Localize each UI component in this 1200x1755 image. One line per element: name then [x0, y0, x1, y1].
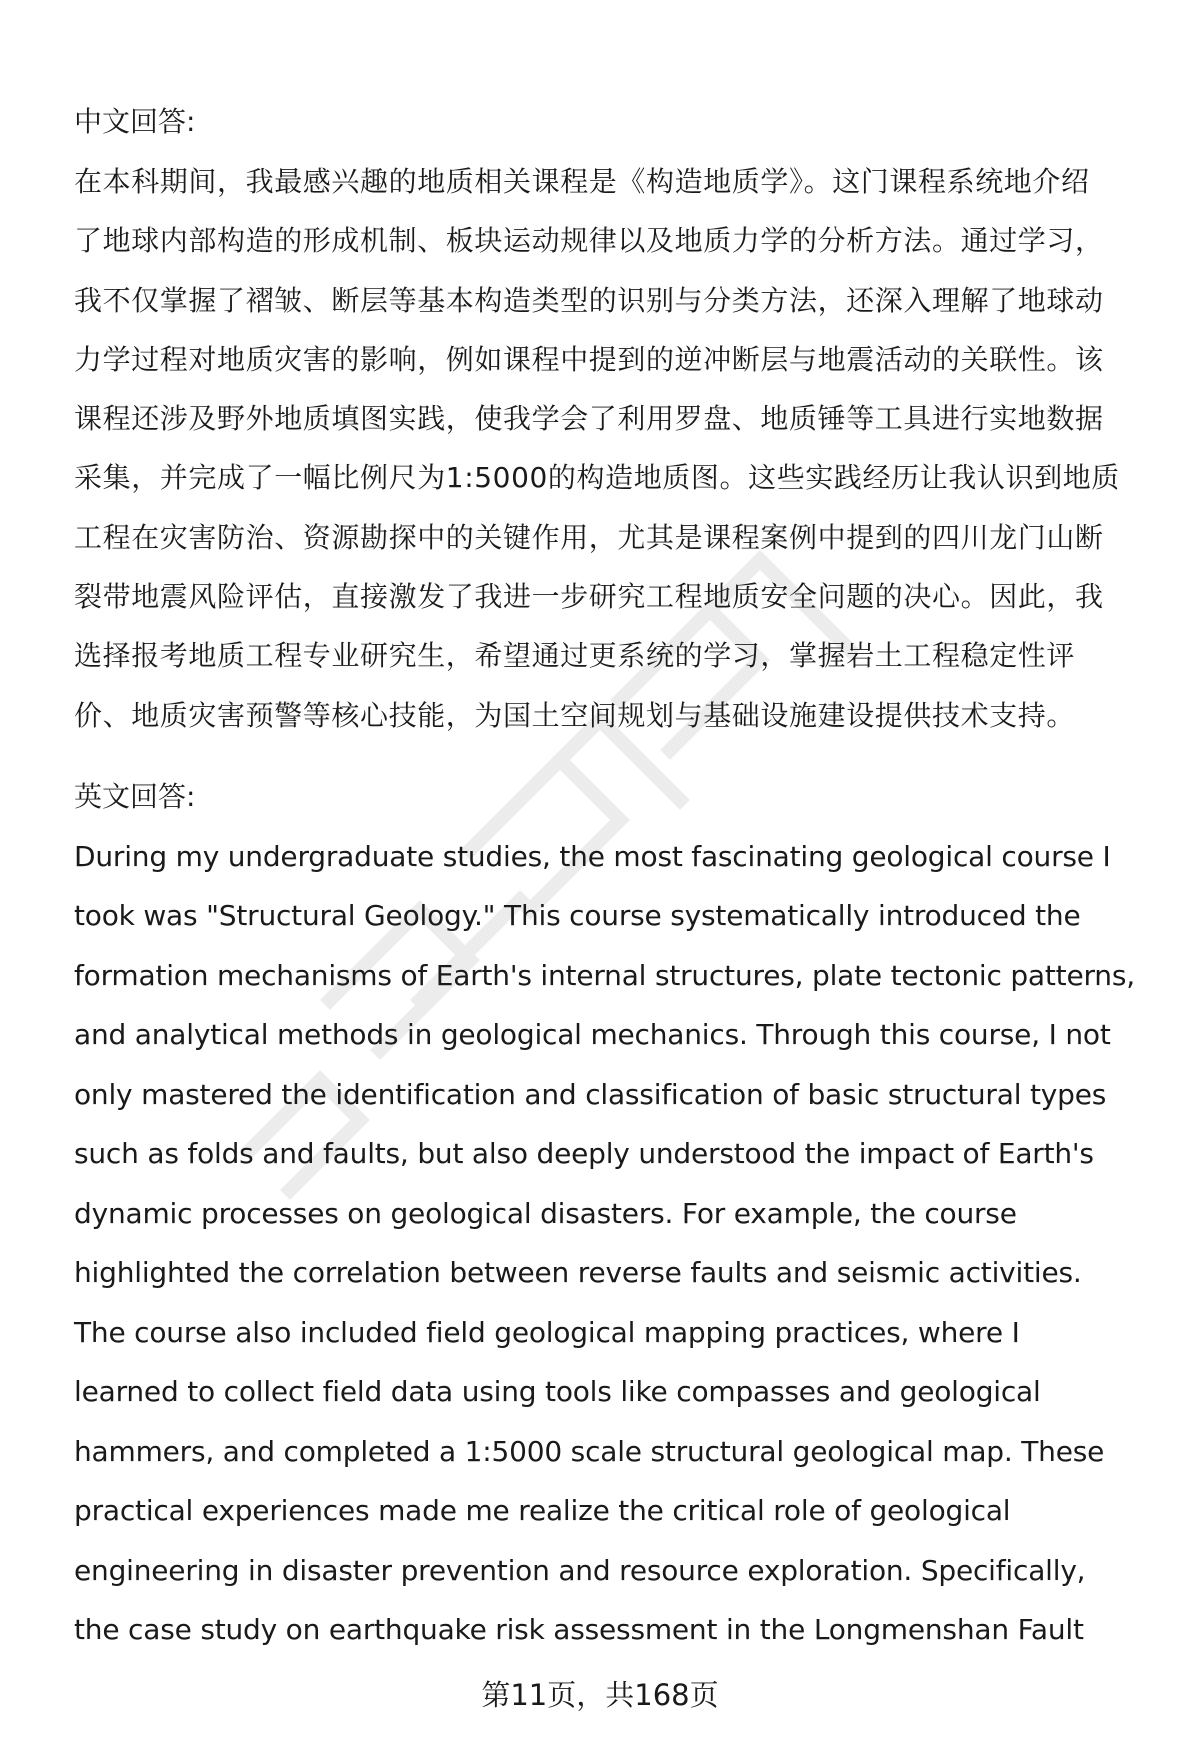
text-line: 采集，并完成了一幅比例尺为1:5000的构造地质图。这些实践经历让我认识到地质	[74, 461, 1120, 495]
text-line: 价、地质灾害预警等核心技能，为国土空间规划与基础设施建设提供技术支持。	[74, 698, 1076, 732]
text-line: practical experiences made me realize the critical role of geological	[74, 1494, 1011, 1528]
text-line: the case study on earthquake risk assessment in the Longmenshan Fault	[74, 1613, 1084, 1647]
text-line: and analytical methods in geological mechanics. Through this course, I not	[74, 1018, 1111, 1052]
text-line: learned to collect field data using tools like compasses and geological	[74, 1375, 1041, 1409]
text-line: dynamic processes on geological disasters. For example, the course	[74, 1196, 1017, 1230]
english-answer-section	[74, 767, 1154, 1660]
text-line: The course also included field geological mapping practices, where I	[74, 1315, 1020, 1349]
section-spacer	[74, 745, 1154, 767]
chinese-answer-text	[74, 152, 1154, 745]
text-line: took was "Structural Geology." This course systematically introduced the	[74, 899, 1081, 933]
text-line: formation mechanisms of Earth's internal structures, plate tectonic patterns,	[74, 958, 1135, 992]
english-answer-text	[74, 827, 1154, 1660]
text-line: 力学过程对地质灾害的影响，例如课程中提到的逆冲断层与地震活动的关联性。该	[74, 342, 1104, 376]
text-line: 裂带地震风险评估，直接激发了我进一步研究工程地质安全问题的决心。因此，我	[74, 580, 1104, 614]
text-line: such as folds and faults, but also deeply understood the impact of Earth's	[74, 1137, 1094, 1171]
text-line: 在本科期间，我最感兴趣的地质相关课程是《构造地质学》。这门课程系统地介绍	[74, 165, 1090, 198]
text-line: engineering in disaster prevention and resource exploration. Specifically,	[74, 1553, 1086, 1587]
text-line: highlighted the correlation between reverse faults and seismic activities.	[74, 1256, 1082, 1290]
chinese-answer-heading: 中文回答:	[74, 105, 196, 138]
text-line: 课程还涉及野外地质填图实践，使我学会了利用罗盘、地质锤等工具进行实地数据	[74, 402, 1104, 436]
text-line: hammers, and completed a 1:5000 scale structural geological map. These	[74, 1434, 1105, 1468]
page-number-footer: 第11页，共168页	[481, 1678, 719, 1712]
text-line: 我不仅掌握了褶皱、断层等基本构造类型的识别与分类方法，还深入理解了地球动	[74, 283, 1104, 317]
text-line: 了地球内部构造的形成机制、板块运动规律以及地质力学的分析方法。通过学习，	[74, 224, 1104, 258]
document-body	[74, 92, 1154, 1660]
text-line: 选择报考地质工程专业研究生，希望通过更系统的学习，掌握岩土工程稳定性评	[74, 639, 1076, 673]
chinese-answer-section	[74, 92, 1154, 745]
text-line: During my undergraduate studies, the most fascinating geological course I	[74, 839, 1111, 873]
text-line: 工程在灾害防治、资源勘探中的关键作用，尤其是课程案例中提到的四川龙门山断	[74, 520, 1104, 554]
english-answer-heading: 英文回答:	[74, 779, 196, 813]
text-line: only mastered the identification and classification of basic structural types	[74, 1077, 1107, 1111]
